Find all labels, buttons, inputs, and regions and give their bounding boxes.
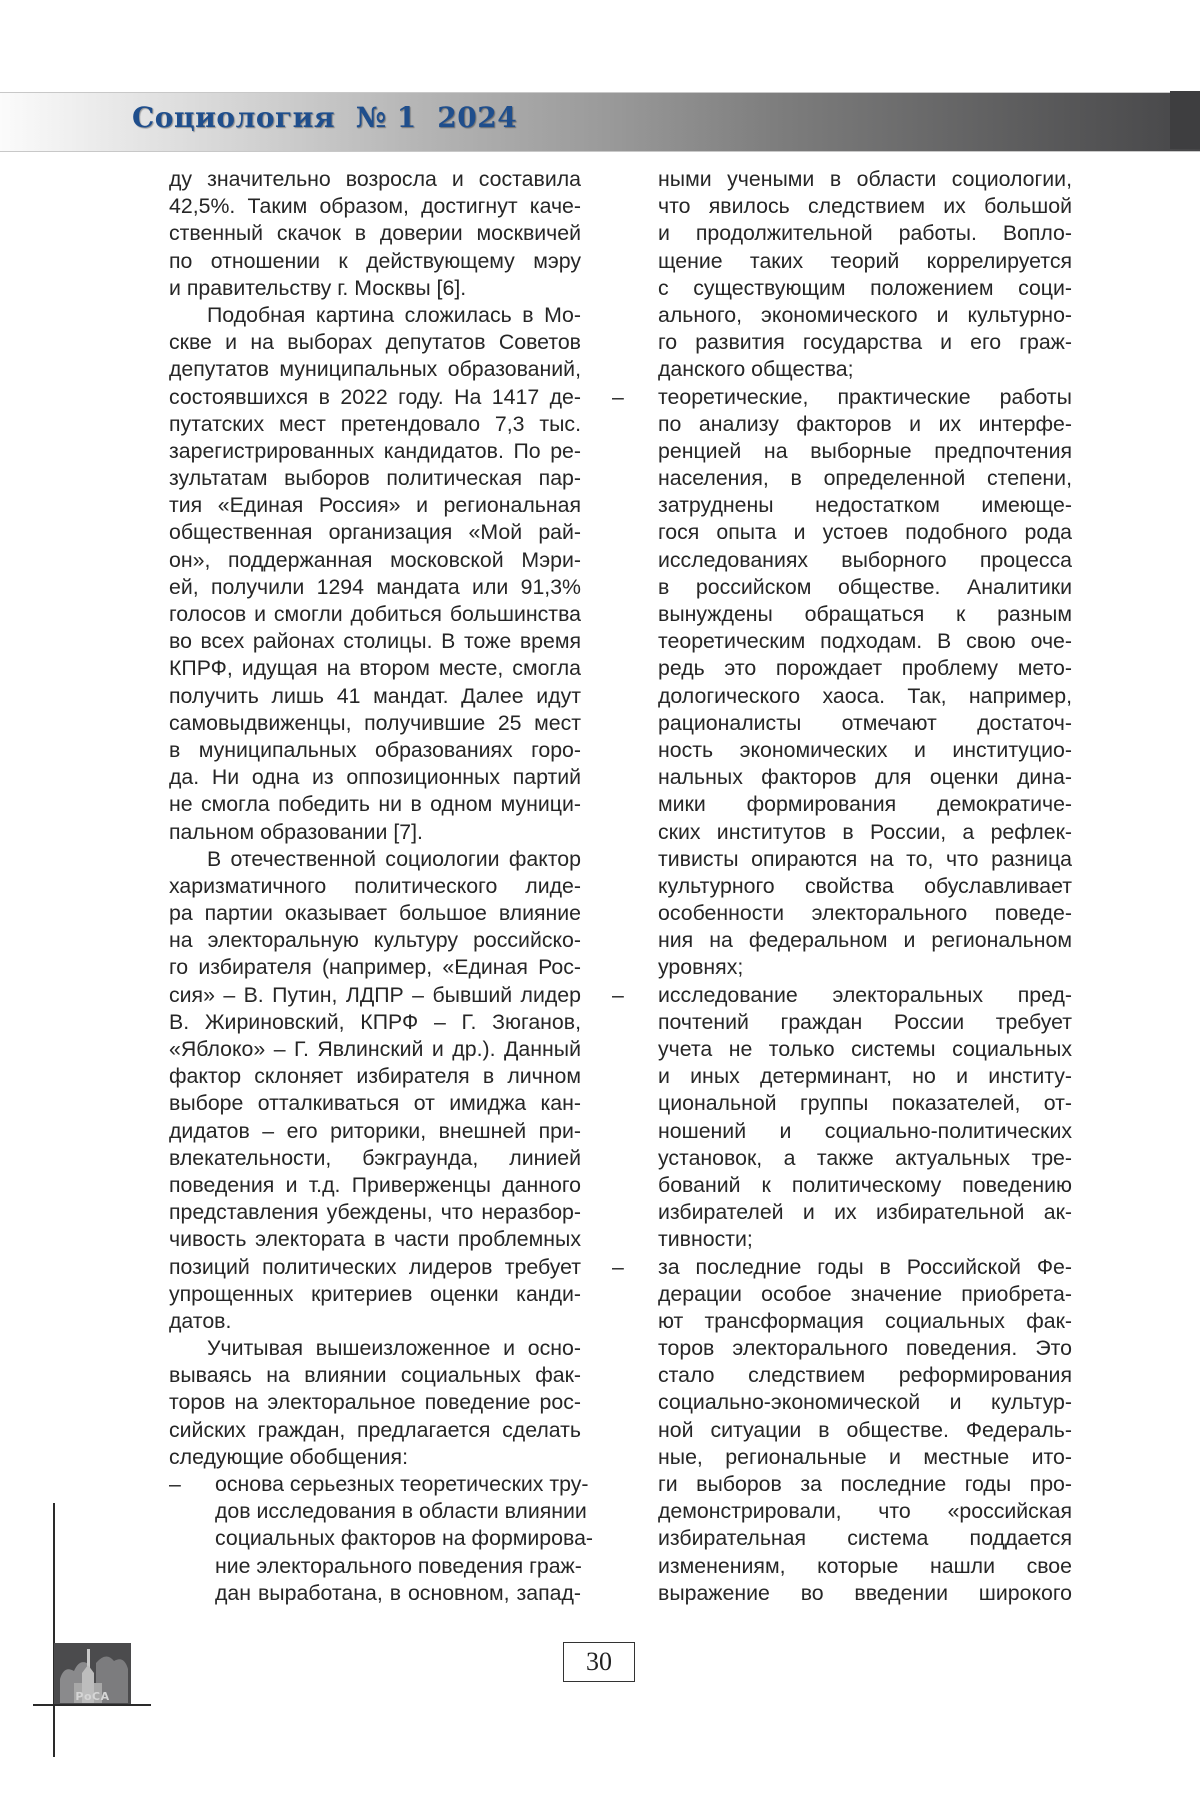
line-text: почтений граждан России требует xyxy=(658,1009,1072,1034)
line-text: во всех районах столицы. В тоже время xyxy=(169,629,581,654)
text-line xyxy=(169,628,581,655)
line-text: мики формирования демократиче- xyxy=(658,792,1072,817)
text-line xyxy=(169,1417,581,1444)
line-text: и иных детерминант, но и институ- xyxy=(658,1064,1072,1089)
text-line xyxy=(169,1199,581,1226)
text-line xyxy=(169,1553,581,1580)
text-line xyxy=(612,764,1072,791)
line-text: данского общества; xyxy=(658,357,854,382)
text-line xyxy=(612,492,1072,519)
text-line xyxy=(612,248,1072,275)
line-text: голосов и смогли добиться большинства xyxy=(169,602,581,626)
text-line xyxy=(169,1525,593,1552)
line-text: исследованиях выборного процесса xyxy=(658,547,1072,572)
text-line xyxy=(612,628,1072,655)
crop-mark-horizontal xyxy=(33,1704,151,1706)
line-text: в российском обществе. Аналитики xyxy=(658,574,1072,599)
line-text: В. Жириновский, КПРФ – Г. Зюганов, xyxy=(169,1009,581,1034)
text-line xyxy=(612,900,1072,927)
text-line xyxy=(612,1580,1072,1607)
text-line xyxy=(169,1389,581,1416)
line-text: ги выборов за последние годы про- xyxy=(658,1472,1072,1496)
text-line xyxy=(612,846,1072,873)
line-text: вываясь на влиянии социальных фак- xyxy=(169,1363,581,1388)
text-line xyxy=(612,655,1072,682)
text-line xyxy=(169,655,581,682)
line-text: ального, экономического и культурно- xyxy=(658,302,1072,327)
text-line xyxy=(169,710,581,737)
text-line xyxy=(169,193,581,220)
line-text: путатских мест претендовало 7,3 тыс. xyxy=(169,411,581,436)
text-line xyxy=(169,465,581,492)
text-line xyxy=(612,166,1072,193)
left-text-column xyxy=(169,166,593,1607)
text-line xyxy=(612,329,1072,356)
text-line xyxy=(169,737,581,764)
line-text: основа серьезных теоретических тру- xyxy=(215,1472,589,1496)
line-text: ные, региональные и местные ито- xyxy=(658,1444,1072,1469)
text-line xyxy=(169,1009,581,1036)
text-line xyxy=(169,275,581,302)
text-line xyxy=(169,791,581,818)
line-text: го развития государства и его граж- xyxy=(658,330,1072,355)
line-text: дов исследования в области влиянии xyxy=(215,1499,587,1524)
line-text: ренцией на выборные предпочтения xyxy=(658,438,1072,463)
line-text: зарегистрированных кандидатов. По ре- xyxy=(169,438,581,463)
text-line xyxy=(169,547,581,574)
line-text: и правительству г. Москвы [6]. xyxy=(169,275,467,300)
line-text: ния на федеральном и региональном xyxy=(658,928,1072,953)
text-line xyxy=(612,1362,1072,1389)
text-line xyxy=(612,1444,1072,1471)
list-item-start-line xyxy=(612,1254,1072,1281)
line-text: установок, а также актуальных тре- xyxy=(658,1145,1072,1170)
text-line xyxy=(169,329,581,356)
text-line xyxy=(612,683,1072,710)
line-text: датов. xyxy=(169,1308,232,1333)
line-text: Учитывая вышеизложенное и осно- xyxy=(207,1336,581,1361)
text-line xyxy=(612,1199,1072,1226)
text-line xyxy=(612,927,1072,954)
line-text: что явилось следствием их большой xyxy=(658,194,1072,219)
line-text: тивности; xyxy=(658,1227,753,1252)
line-text: затруднены недостатком имеюще- xyxy=(658,493,1072,518)
text-line xyxy=(612,1090,1072,1117)
line-text: по отношении к действующему мэру xyxy=(169,248,581,273)
line-text: гося опыта и устоев подобного рода xyxy=(658,520,1072,545)
text-line xyxy=(612,1335,1072,1362)
line-text: с существующим положением соци- xyxy=(658,275,1072,300)
line-text: КПРФ, идущая на втором месте, смогла xyxy=(169,656,581,681)
header-end-block xyxy=(1170,91,1200,149)
line-text: изменениям, которые нашли свое xyxy=(658,1553,1072,1578)
text-line xyxy=(612,356,1072,383)
line-text: да. Ни одна из оппозиционных партий xyxy=(169,765,581,790)
page-number: 30 xyxy=(563,1642,635,1682)
text-line xyxy=(169,492,581,519)
text-line xyxy=(612,465,1072,492)
text-line xyxy=(169,927,581,954)
line-text: циональной группы показателей, от- xyxy=(658,1091,1072,1116)
line-text: торов на электоральное поведение рос- xyxy=(169,1390,581,1415)
line-text: и продолжительной работы. Вопло- xyxy=(658,221,1072,246)
line-text: торов электорального поведения. Это xyxy=(658,1336,1072,1361)
line-text: влекательности, бэкграунда, линией xyxy=(169,1145,581,1170)
text-line xyxy=(169,683,581,710)
text-line xyxy=(612,1417,1072,1444)
text-line xyxy=(169,764,581,791)
text-line xyxy=(612,1471,1072,1498)
text-line xyxy=(169,1580,581,1607)
text-line xyxy=(612,302,1072,329)
line-text: теоретическим подходам. В свою оче- xyxy=(658,629,1072,654)
text-line xyxy=(612,1281,1072,1308)
text-line xyxy=(612,1553,1072,1580)
text-line xyxy=(169,1036,581,1063)
line-text: социально-экономической и культур- xyxy=(658,1390,1072,1415)
text-line xyxy=(612,1308,1072,1335)
text-line xyxy=(169,1362,581,1389)
text-line xyxy=(612,574,1072,601)
line-text: тия «Единая Россия» и региональная xyxy=(169,493,581,518)
text-line xyxy=(169,954,581,981)
text-line xyxy=(169,1063,581,1090)
line-text: ду значительно возросла и составила xyxy=(169,167,581,191)
text-line xyxy=(612,737,1072,764)
line-text: уровнях; xyxy=(658,955,744,980)
text-line xyxy=(612,275,1072,302)
text-line xyxy=(169,438,581,465)
line-text: чивость электората в части проблемных xyxy=(169,1227,581,1252)
line-text: тивисты опираются на то, что разница xyxy=(658,846,1072,871)
line-text: дан выработана, в основном, запад- xyxy=(215,1580,581,1605)
line-text: общественная организация «Мой рай- xyxy=(169,520,581,545)
text-line xyxy=(612,411,1072,438)
line-text: ей, получили 1294 мандата или 91,3% xyxy=(169,574,581,599)
text-line xyxy=(612,1118,1072,1145)
line-text: получить лишь 41 мандат. Далее идут xyxy=(169,683,581,708)
text-line xyxy=(169,1498,587,1525)
line-text: ной ситуации в обществе. Федераль- xyxy=(658,1417,1072,1442)
text-line xyxy=(169,873,581,900)
text-line xyxy=(612,438,1072,465)
line-text: поведения и т.д. Приверженцы данного xyxy=(169,1172,581,1197)
line-text: выражение во введении широкого xyxy=(658,1580,1072,1605)
list-item-start-line xyxy=(169,1471,589,1498)
text-line xyxy=(169,601,581,628)
list-bullet-dash: – xyxy=(612,1254,624,1279)
line-text: рационалисты отмечают достаточ- xyxy=(658,710,1072,735)
line-text: дидатов – его риторики, внешней при- xyxy=(169,1118,581,1143)
text-line xyxy=(169,1226,581,1253)
line-text: ношений и социально-политических xyxy=(658,1118,1072,1143)
line-text: «Яблоко» – Г. Явлинский и др.). Данный xyxy=(169,1037,581,1061)
text-line xyxy=(169,982,581,1009)
text-line xyxy=(169,1145,581,1172)
paragraph-start-line xyxy=(169,846,581,873)
line-text: бований к политическому поведению xyxy=(658,1172,1072,1197)
text-line xyxy=(169,220,581,247)
text-line xyxy=(169,1254,581,1281)
text-line xyxy=(612,791,1072,818)
text-line xyxy=(612,601,1072,628)
text-line xyxy=(169,356,581,383)
line-text: позиций политических лидеров требует xyxy=(169,1254,581,1279)
line-text: редь это порождает проблему мето- xyxy=(658,656,1072,681)
line-text: культурного свойства обуславливает xyxy=(658,873,1072,898)
crop-mark-vertical xyxy=(53,1503,55,1757)
text-line xyxy=(169,574,581,601)
line-text: щение таких теорий коррелируется xyxy=(658,248,1072,273)
line-text: за последние годы в Российской Фе- xyxy=(658,1254,1072,1279)
line-text: дерации особое значение приобрета- xyxy=(658,1281,1072,1306)
text-line xyxy=(169,900,581,927)
text-line xyxy=(169,1308,581,1335)
line-text: Подобная картина сложилась в Мо- xyxy=(207,302,581,327)
line-text: сия» – В. Путин, ЛДПР – бывший лидер xyxy=(169,982,581,1007)
journal-title: Социология № 1 2024 xyxy=(132,101,518,134)
line-text: нальных факторов для оценки дина- xyxy=(658,765,1072,790)
line-text: он», поддержанная московской Мэри- xyxy=(169,547,581,572)
text-line xyxy=(612,710,1072,737)
line-text: зультатам выборов политическая пар- xyxy=(169,466,581,491)
text-line xyxy=(169,519,581,546)
line-text: избирателей и их избирательной ак- xyxy=(658,1200,1072,1225)
paragraph-start-line xyxy=(169,302,581,329)
line-text: ние электорального поведения граж- xyxy=(215,1553,582,1578)
text-line xyxy=(612,1525,1072,1552)
line-text: демонстрировали, что «российская xyxy=(658,1499,1072,1524)
line-text: исследование электоральных пред- xyxy=(658,982,1072,1007)
line-text: выборе отталкиваться от имиджа кан- xyxy=(169,1091,581,1116)
line-text: го избирателя (например, «Единая Рос- xyxy=(169,955,581,980)
text-line xyxy=(612,1063,1072,1090)
text-line xyxy=(169,248,581,275)
text-line xyxy=(612,954,1072,981)
line-text: учета не только системы социальных xyxy=(658,1037,1072,1061)
line-text: самовыдвиженцы, получившие 25 мест xyxy=(169,710,581,735)
list-item-start-line xyxy=(612,982,1072,1009)
line-text: стало следствием реформирования xyxy=(658,1363,1072,1388)
list-bullet-dash: – xyxy=(612,982,624,1007)
list-bullet-dash: – xyxy=(169,1472,181,1496)
line-text: состоявшихся в 2022 году. На 1417 де- xyxy=(169,384,581,409)
line-text: пальном образовании [7]. xyxy=(169,819,423,844)
rosa-logo xyxy=(54,1643,131,1704)
line-text: на электоральную культуру российско- xyxy=(169,928,581,953)
text-line xyxy=(612,1226,1072,1253)
line-text: фактор склоняет избирателя в личном xyxy=(169,1064,581,1089)
text-line xyxy=(612,193,1072,220)
text-line xyxy=(169,819,581,846)
line-text: ственный скачок в доверии москвичей xyxy=(169,221,581,246)
line-text: 42,5%. Таким образом, достигнут каче- xyxy=(169,194,581,219)
logo-text: РоСА xyxy=(75,1690,110,1703)
line-text: ными учеными в области социологии, xyxy=(658,167,1072,191)
text-line xyxy=(169,1281,581,1308)
text-line xyxy=(169,166,581,193)
text-line xyxy=(612,873,1072,900)
text-line xyxy=(612,1389,1072,1416)
line-text: упрощенных критериев оценки канди- xyxy=(169,1281,581,1306)
line-text: ских институтов в России, а рефлек- xyxy=(658,819,1072,844)
line-text: харизматичного политического лиде- xyxy=(169,873,581,898)
text-line xyxy=(169,384,581,411)
line-text: ность экономических и институцио- xyxy=(658,737,1072,762)
line-text: вынуждены обращаться к разным xyxy=(658,602,1072,626)
line-text: теоретические, практические работы xyxy=(658,384,1072,409)
list-item-start-line xyxy=(612,384,1072,411)
text-line xyxy=(612,1498,1072,1525)
line-text: избирательная система поддается xyxy=(658,1526,1072,1551)
text-line xyxy=(612,519,1072,546)
text-line xyxy=(612,1145,1072,1172)
line-text: населения, в определенной степени, xyxy=(658,466,1072,491)
line-text: в муниципальных образованиях горо- xyxy=(169,737,581,762)
journal-header-band xyxy=(0,92,1200,152)
text-line xyxy=(612,220,1072,247)
text-line xyxy=(169,1444,581,1471)
text-line xyxy=(612,1036,1072,1063)
line-text: особенности электорального поведе- xyxy=(658,901,1072,926)
line-text: дологического хаоса. Так, например, xyxy=(658,683,1072,708)
line-text: В отечественной социологии фактор xyxy=(207,846,581,871)
list-bullet-dash: – xyxy=(612,384,624,409)
line-text: по анализу факторов и их интерфе- xyxy=(658,411,1072,436)
text-line xyxy=(169,411,581,438)
line-text: социальных факторов на формирова- xyxy=(215,1526,593,1551)
text-line xyxy=(612,547,1072,574)
text-line xyxy=(169,1172,581,1199)
text-line xyxy=(169,1118,581,1145)
right-text-column xyxy=(612,166,1072,1607)
text-line xyxy=(612,819,1072,846)
text-line xyxy=(169,1090,581,1117)
line-text: ра партии оказывает большое влияние xyxy=(169,901,581,926)
paragraph-start-line xyxy=(169,1335,581,1362)
line-text: депутатов муниципальных образований, xyxy=(169,357,581,382)
text-line xyxy=(612,1172,1072,1199)
line-text: не смогла победить ни в одном муници- xyxy=(169,792,581,817)
line-text: скве и на выборах депутатов Советов xyxy=(169,330,581,355)
line-text: сийских граждан, предлагается сделать xyxy=(169,1417,581,1442)
line-text: следующие обобщения: xyxy=(169,1444,408,1469)
line-text: ют трансформация социальных фак- xyxy=(658,1308,1072,1333)
line-text: представления убеждены, что неразбор- xyxy=(169,1200,581,1225)
text-line xyxy=(612,1009,1072,1036)
